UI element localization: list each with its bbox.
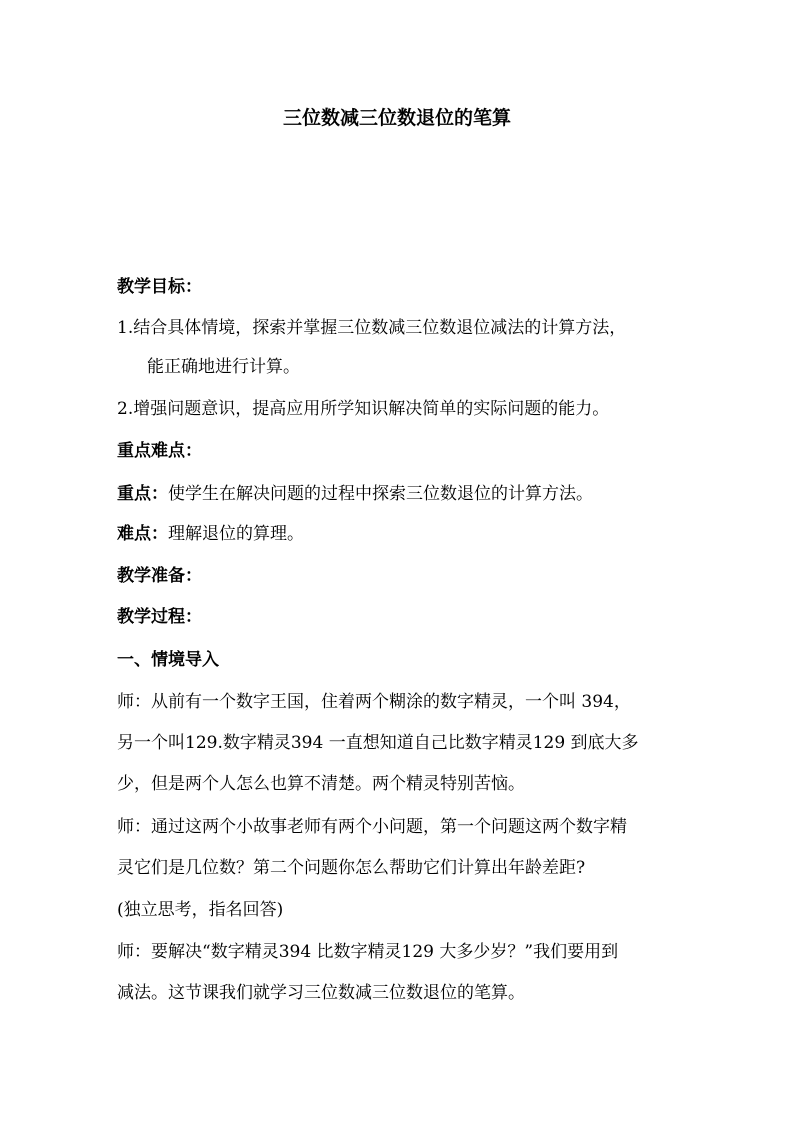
key-points-heading: 重点难点： (117, 441, 202, 461)
preparation-heading: 教学准备： (117, 566, 202, 586)
difficulty-label: 难点： (117, 524, 168, 544)
difficulty-text: 理解退位的算理。 (168, 524, 304, 544)
objective-1-line-2: 能正确地进行计算。 (147, 357, 300, 377)
process-heading: 教学过程： (117, 607, 202, 627)
paragraph-2-line-1: 师：通过这两个小故事老师有两个小问题，第一个问题这两个数字精 (117, 817, 627, 837)
section-1-heading: 一、情境导入 (117, 650, 219, 670)
objectives-heading: 教学目标： (117, 277, 202, 297)
objective-1-line-1: 1.结合具体情境，探索并掌握三位数减三位数退位减法的计算方法， (117, 318, 627, 338)
paragraph-3: (独立思考，指名回答) (117, 900, 284, 920)
objective-2: 2.增强问题意识，提高应用所学知识解决简单的实际问题的能力。 (117, 399, 610, 419)
paragraph-1-line-2: 另一个叫129.数字精灵394 一直想知道自己比数字精灵129 到底大多 (117, 733, 639, 753)
paragraph-4-line-2: 减法。这节课我们就学习三位数减三位数退位的笔算。 (117, 983, 525, 1003)
paragraph-4-line-1: 师：要解决“数字精灵394 比数字精灵129 大多少岁？”我们要用到 (117, 942, 619, 962)
key-point-row (117, 482, 593, 506)
paragraph-2-line-2: 灵它们是几位数？第二个问题你怎么帮助它们计算出年龄差距? (117, 858, 586, 878)
paragraph-1-line-3: 少，但是两个人怎么也算不清楚。两个精灵特别苦恼。 (117, 774, 525, 794)
paragraph-1-line-1: 师：从前有一个数字王国，住着两个糊涂的数字精灵，一个叫 394， (117, 692, 631, 712)
key-point-label: 重点： (117, 484, 168, 504)
key-point-text: 使学生在解决问题的过程中探索三位数退位的计算方法。 (168, 484, 593, 504)
difficulty-row (117, 522, 304, 546)
document-title: 三位数减三位数退位的笔算 (282, 107, 511, 129)
